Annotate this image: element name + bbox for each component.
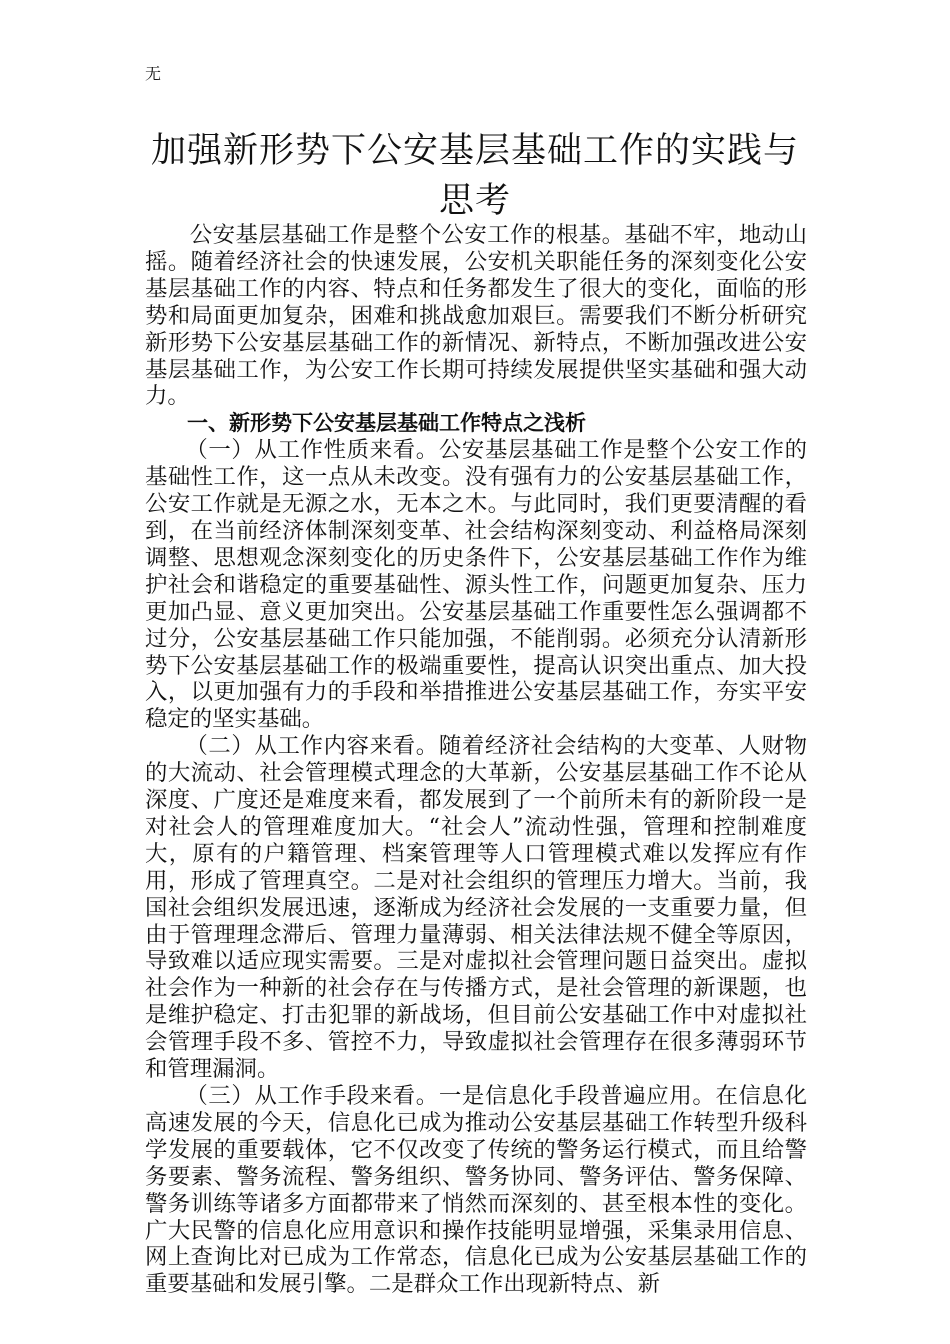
document-title: 加强新形势下公安基层基础工作的实践与思考: [150, 131, 799, 221]
paragraph-work-content: （二）从工作内容来看。随着经济社会结构的大变革、人财物的大流动、社会管理模式理念的大革新，公安基层基础工作不论从深度、广度还是难度来看，都发展到了一个前所未有的新阶段一是对社会人的管理难度加大。“社会人”流动性强，管理和控制难度大，原有的户籍管理、档案管理等人口管理模式难以发挥应有作用，形成了管理真空。二是对社会组织的管理压力增大。当前，我国社会组织发展迅速，逐渐成为经济社会发展的一支重要力量，但由于管理理念滞后、管理力量薄弱、相关法律法规不健全等原因，导致难以适应现实需要。三是对虚拟社会管理问题日益突出。虚拟社会作为一种新的社会存在与传播方式，是社会管理的新课题，也是维护稳定、打击犯罪的新战场，但目前公安基础工作中对虚拟社会管理手段不多、管控不力，导致虚拟社会管理存在很多薄弱环节和管理漏洞。: [145, 733, 807, 1083]
paragraph-work-nature: （一）从工作性质来看。公安基层基础工作是整个公安工作的基础性工作，这一点从未改变。没有强有力的公安基层基础工作，公安工作就是无源之水，无本之木。与此同时，我们更要清醒的看到，在当前经济体制深刻变革、社会结构深刻变动、利益格局深刻调整、思想观念深刻变化的历史条件下，公安基层基础工作作为维护社会和谐稳定的重要基础性、源头性工作，问题更加复杂、压力更加凸显、意义更加突出。公安基层基础工作重要性怎么强调都不过分，公安基层基础工作只能加强，不能削弱。必须充分认清新形势下公安基层基础工作的极端重要性，提高认识突出重点、加大投入，以更加强有力的手段和举措推进公安基层基础工作，夯实平安稳定的坚实基础。: [145, 437, 807, 733]
header-mark: 无: [145, 64, 162, 83]
document-body: [145, 222, 807, 1298]
section-heading: 一、新形势下公安基层基础工作特点之浅析: [187, 411, 586, 436]
paragraph-work-means: （三）从工作手段来看。一是信息化手段普遍应用。在信息化高速发展的今天，信息化已成为推动公安基层基础工作转型升级科学发展的重要载体，它不仅改变了传统的警务运行模式，而且给警务要素、警务流程、警务组织、警务协同、警务评估、警务保障、警务训练等诸多方面都带来了悄然而深刻的、甚至根本性的变化。广大民警的信息化应用意识和操作技能明显增强，采集录用信息、网上查询比对已成为工作常态，信息化已成为公安基层基础工作的重要基础和发展引擎。二是群众工作出现新特点、新: [145, 1083, 807, 1298]
intro-paragraph: 公安基层基础工作是整个公安工作的根基。基础不牢，地动山摇。随着经济社会的快速发展，公安机关职能任务的深刻变化公安基层基础工作的内容、特点和任务都发生了很大的变化，面临的形势和局面更加复杂，困难和挑战愈加艰巨。需要我们不断分析研究新形势下公安基层基础工作的新情况、新特点，不断加强改进公安基层基础工作，为公安工作长期可持续发展提供坚实基础和强大动力。: [145, 222, 807, 410]
